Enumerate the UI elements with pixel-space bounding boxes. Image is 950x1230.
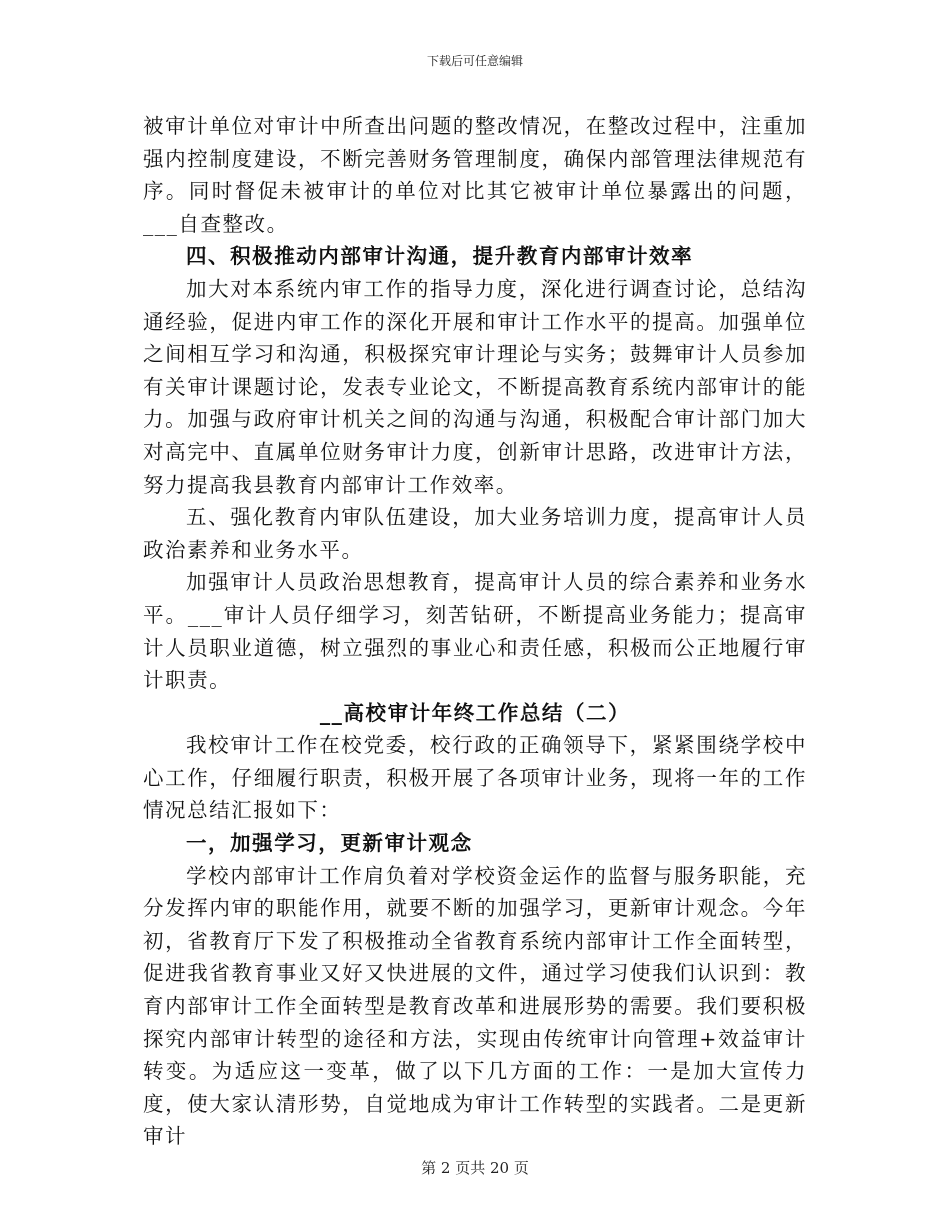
section-heading-4: 四、积极推动内部审计沟通，提升教育内部审计效率 [186, 244, 694, 269]
paragraph: 加大对本系统内审工作的指导力度，深化进行调查讨论，总结沟通经验，促进内审工作的深化开展和审计工作水平的提高。加强单位之间相互学习和沟通，积极探究审计理论与实务；鼓舞审计人员参加有关审计课题讨论，发表专业论文，不断提高教育系统内部审计的能力。加强与政府审计机关之间的沟通与沟通，积极配合审计部门加大对高完中、直属单位财务审计力度，创新审计思路，改进审计方法，努力提高我县教育内部审计工作效率。 [143, 276, 807, 497]
paragraph: 学校内部审计工作肩负着对学校资金运作的监督与服务职能，充分发挥内审的职能作用，就要不断的加强学习，更新审计观念。今年初，省教育厅下发了积极推动全省教育系统内部审计工作全面转型，促进我省教育事业又好又快进展的文件，通过学习使我们认识到：教育内部审计工作全面转型是教育改革和进展形势的需要。我们要积极探究内部审计转型的途径和方法，实现由传统审计向管理+效益审计转变。为适应这一变革，做了以下几方面的工作：一是加大宣传力度，使大家认清形势，自觉地成为审计工作转型的实践者。二是更新审计 [143, 863, 807, 1149]
section-heading-1: 一，加强学习，更新审计观念 [186, 831, 473, 856]
paragraph: 加强审计人员政治思想教育，提高审计人员的综合素养和业务水平。___审计人员仔细学习，刻苦钻研，不断提高业务能力；提高审计人员职业道德，树立强烈的事业心和责任感，积极而公正地履行审计职责。 [143, 570, 807, 693]
document-title: __高校审计年终工作总结（二） [319, 700, 631, 725]
paragraph-continuation: 被审计单位对审计中所查出问题的整改情况，在整改过程中，注重加强内控制度建设，不断完善财务管理制度，确保内部管理法律规范有序。同时督促未被审计的单位对比其它被审计单位暴露出的问题，___自查整改。 [143, 114, 807, 236]
document-body [143, 110, 807, 1153]
page-footer: 第 2 页共 20 页 [421, 1159, 529, 1177]
paragraph: 我校审计工作在校党委，校行政的正确领导下，紧紧围绕学校中心工作，仔细履行职责，积极开展了各项审计业务，现将一年的工作情况总结汇报如下： [143, 733, 807, 823]
section-heading-5: 五、强化教育内审队伍建设，加大业务培训力度，提高审计人员政治素养和业务水平。 [143, 505, 807, 562]
page-header: 下载后可任意编辑 [426, 54, 523, 68]
